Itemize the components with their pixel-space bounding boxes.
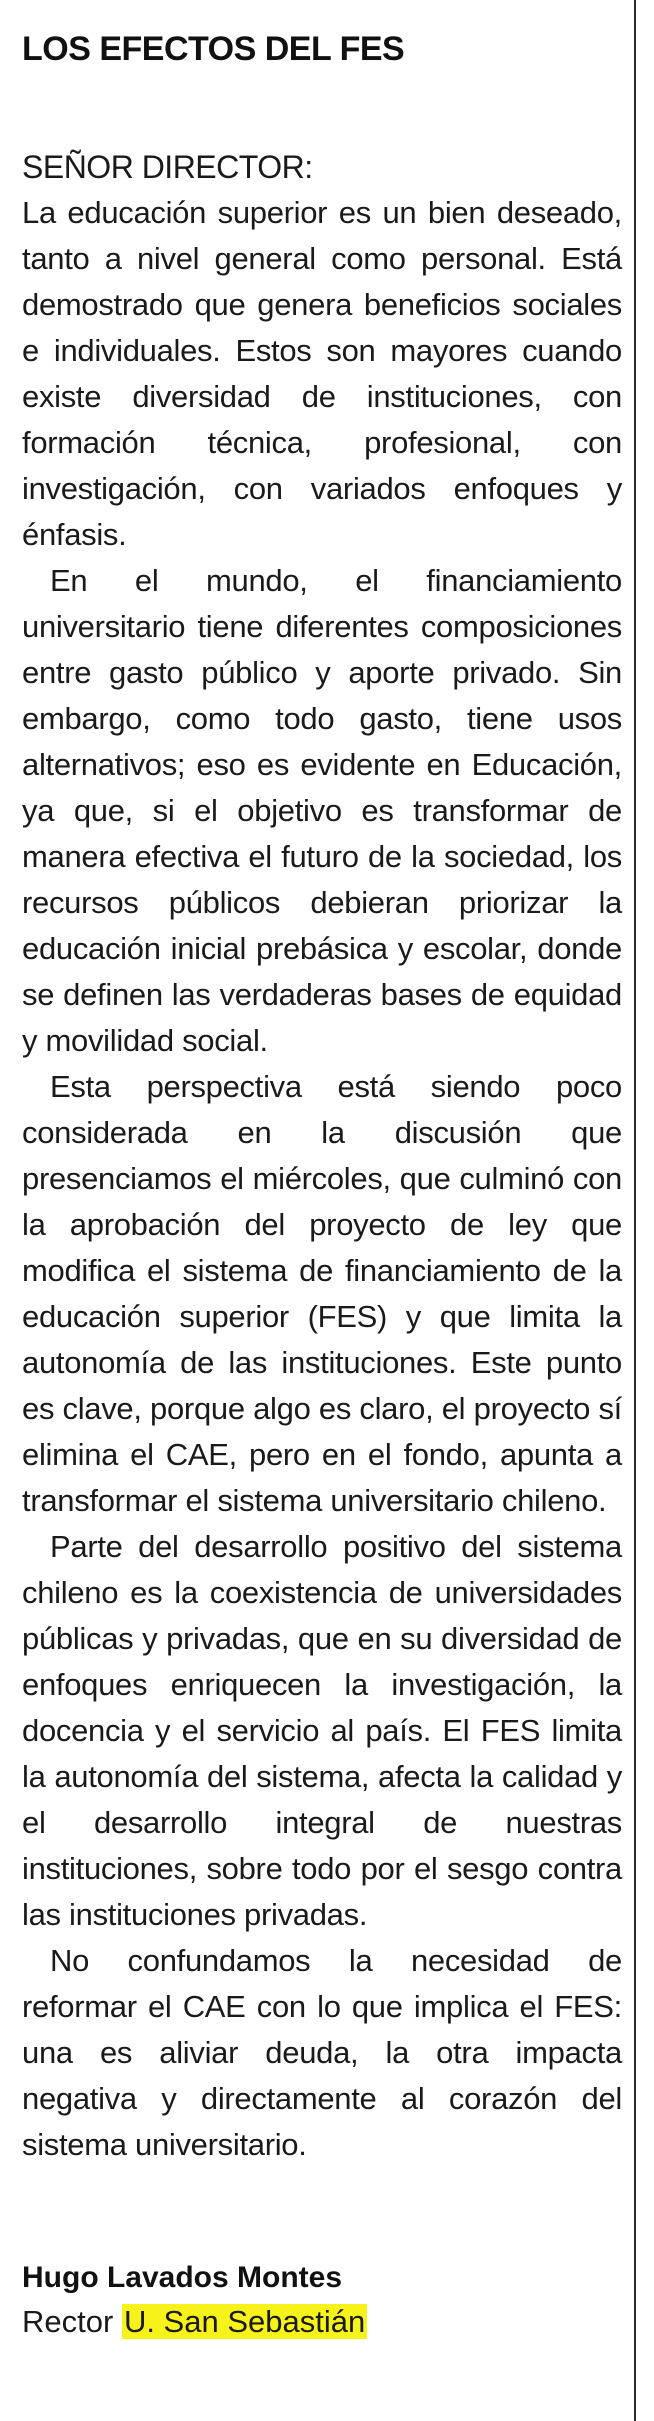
letter-salutation: SEÑOR DIRECTOR: <box>22 149 313 185</box>
letter-paragraph-5: No confundamos la necesidad de reformar el CAE con lo que implica el FES: una es aliviar deuda, la otra impacta negativa y directamente al corazón del sistema universitario. <box>22 1943 622 2162</box>
author-role: Rector <box>22 2304 114 2339</box>
letter-signature <box>22 2256 622 2344</box>
letter-paragraph-1: La educación superior es un bien deseado, tanto a nivel general como personal. Está demostrado que genera beneficios sociales e individuales. Estos son mayores cuando existe diversidad de instituciones, con formación técnica, profesional, con investigación, con variados enfoques y énfasis. <box>22 195 622 552</box>
letter-paragraph-2: En el mundo, el financiamiento universitario tiene diferentes composiciones entre gasto público y aporte privado. Sin embargo, como todo gasto, tiene usos alternativos; eso es evidente en Educación, ya que, si el objetivo es transformar de manera efectiva el futuro de la sociedad, los recursos públicos debieran priorizar la educación inicial prebásica y escolar, donde se definen las verdaderas bases de equidad y movilidad social. <box>22 563 622 1058</box>
author-institution-highlighted: U. San Sebastián <box>123 2304 366 2339</box>
letter-headline: LOS EFECTOS DEL FES <box>22 30 405 68</box>
author-affiliation <box>22 2300 622 2344</box>
author-name: Hugo Lavados Montes <box>22 2261 343 2294</box>
letter-to-editor <box>22 22 622 2344</box>
letter-paragraph-3: Esta perspectiva está siendo poco considerada en la discusión que presenciamos el miércoles, que culminó con la aprobación del proyecto de ley que modifica el sistema de financiamiento de la educación superior (FES) y que limita la autonomía de las instituciones. Este punto es clave, porque algo es claro, el proyecto sí elimina el CAE, pero en el fondo, apunta a transformar el sistema universitario chileno. <box>22 1069 622 1518</box>
letter-paragraph-4: Parte del desarrollo positivo del sistema chileno es la coexistencia de universidades públicas y privadas, que en su diversidad de enfoques enriquecen la investigación, la docencia y el servicio al país. El FES limita la autonomía del sistema, afecta la calidad y el desarrollo integral de nuestras instituciones, sobre todo por el sesgo contra las instituciones privadas. <box>22 1529 622 1932</box>
column-divider-rule <box>634 0 636 2421</box>
